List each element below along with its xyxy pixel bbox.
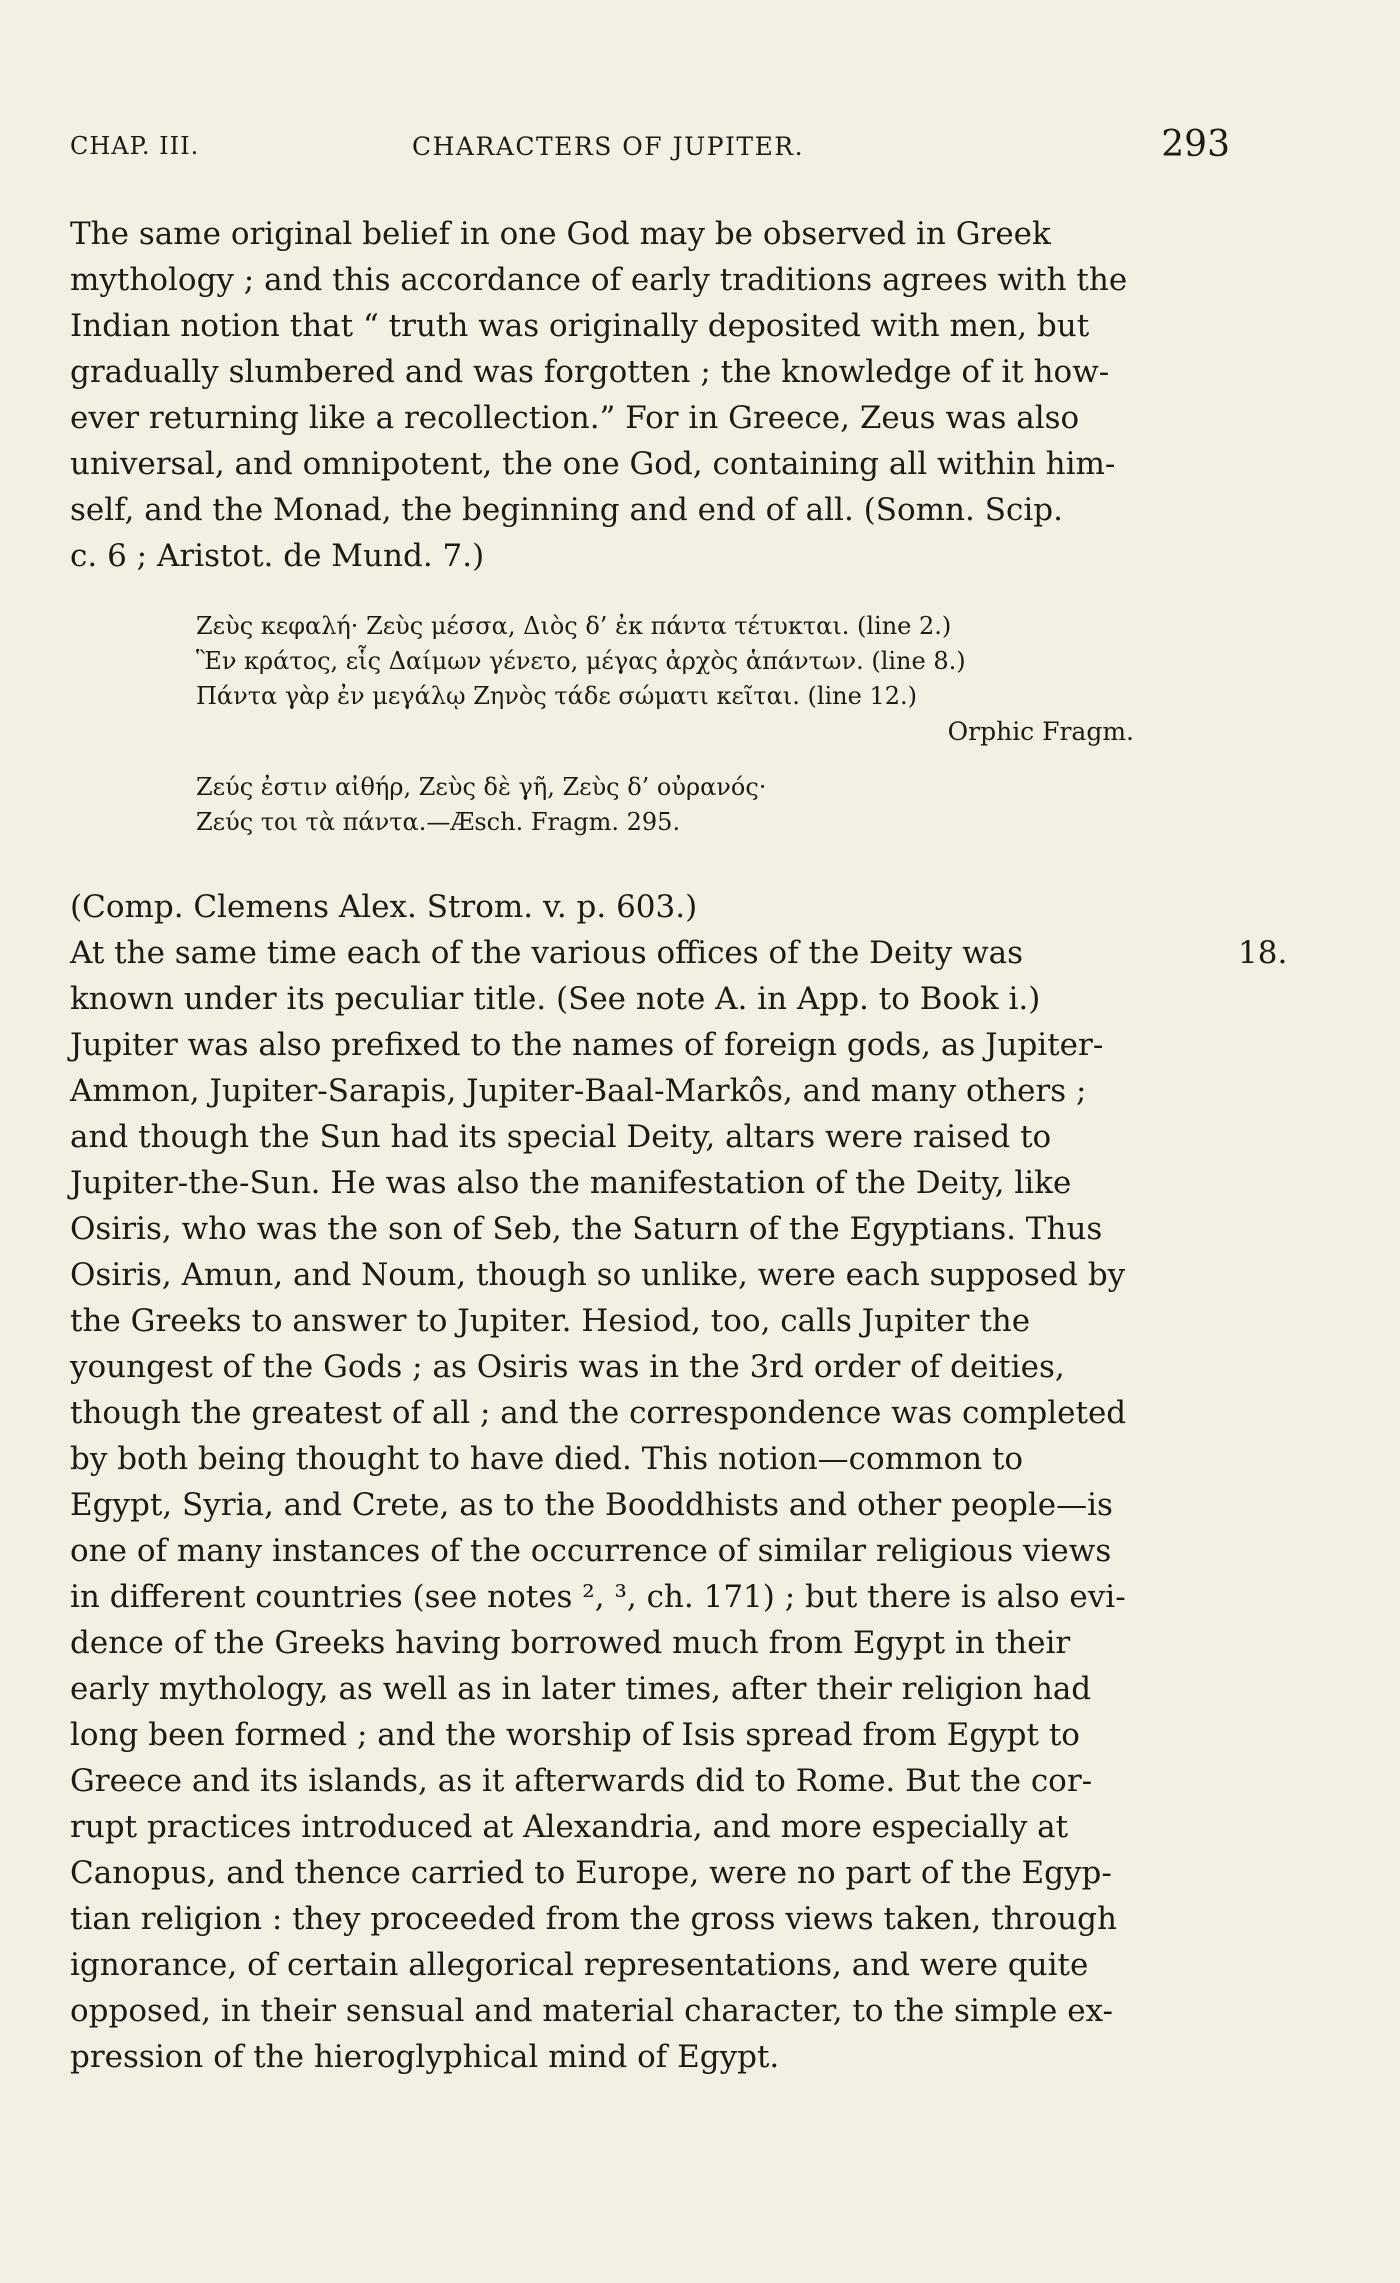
text-line: one of many instances of the occurrence of similar religious views	[70, 1533, 1112, 1569]
text-line: At the same time each of the various offices of the Deity was	[70, 935, 1024, 971]
page-number: 293	[1161, 124, 1230, 165]
text-line: though the greatest of all ; and the correspondence was completed	[70, 1395, 1127, 1431]
text-line: opposed, in their sensual and material character, to the simple ex-	[70, 1993, 1113, 2029]
text-line: The same original belief in one God may be observed in Greek	[70, 216, 1051, 252]
verse-line: Ζεύς τοι τὰ πάντα.—Æsch. Fragm. 295.	[196, 808, 681, 836]
text-line: gradually slumbered and was forgotten ; the knowledge of it how-	[70, 354, 1110, 390]
verse-line: Πάντα γὰρ ἐν μεγάλῳ Ζηνὸς τάδε σώματι κεῖται. (line 12.)	[196, 682, 917, 710]
paragraph-offices-of-deity	[70, 930, 1230, 2080]
text-line: Canopus, and thence carried to Europe, were no part of the Egyp-	[70, 1855, 1112, 1891]
text-line: the Greeks to answer to Jupiter. Hesiod, too, calls Jupiter the	[70, 1303, 1031, 1339]
verse-line: Ζεύς ἐστιν αἰθήρ, Ζεὺς δὲ γῆ, Ζεὺς δ’ οὐρανός·	[196, 773, 767, 801]
text-line: and though the Sun had its special Deity, altars were raised to	[70, 1119, 1052, 1155]
text-line: self, and the Monad, the beginning and end of all. (Somn. Scip.	[70, 492, 1063, 528]
text-line: universal, and omnipotent, the one God, containing all within him-	[70, 446, 1116, 482]
running-header	[70, 124, 1230, 170]
paragraph-greek-mythology	[70, 211, 1230, 579]
verse-line: Ἓν κράτος, εἷς Δαίμων γένετο, μέγας ἀρχὸς ἁπάντων. (line 8.)	[196, 647, 966, 675]
text-line: mythology ; and this accordance of early traditions agrees with the	[70, 262, 1128, 298]
text-line: Indian notion that “ truth was originally deposited with men, but	[70, 308, 1090, 344]
text-line: Egypt, Syria, and Crete, as to the Booddhists and other people—is	[70, 1487, 1113, 1523]
text-line: (Comp. Clemens Alex. Strom. v. p. 603.)	[70, 889, 698, 925]
text-line: Jupiter-the-Sun. He was also the manifestation of the Deity, like	[70, 1165, 1072, 1201]
text-line: by both being thought to have died. This notion—common to	[70, 1441, 1024, 1477]
text-line: dence of the Greeks having borrowed much from Egypt in their	[70, 1625, 1071, 1661]
text-line: tian religion : they proceeded from the gross views taken, through	[70, 1901, 1117, 1937]
orphic-fragment-quote	[196, 609, 1196, 749]
text-line: Jupiter was also prefixed to the names of foreign gods, as Jupiter-	[70, 1027, 1104, 1063]
text-line: known under its peculiar title. (See note A. in App. to Book i.)	[70, 981, 1041, 1017]
comparison-note	[70, 884, 1230, 930]
text-line: in different countries (see notes ², ³, ch. 171) ; but there is also evi-	[70, 1579, 1126, 1615]
text-line: pression of the hieroglyphical mind of Egypt.	[70, 2039, 780, 2075]
text-line: ever returning like a recollection.” For in Greece, Zeus was also	[70, 400, 1080, 436]
text-line: early mythology, as well as in later times, after their religion had	[70, 1671, 1092, 1707]
text-line: c. 6 ; Aristot. de Mund. 7.)	[70, 538, 485, 574]
aeschylus-fragment-quote	[196, 770, 1196, 840]
running-title: CHARACTERS OF JUPITER.	[412, 132, 805, 161]
text-line: Greece and its islands, as it afterwards did to Rome. But the cor-	[70, 1763, 1093, 1799]
text-line: Osiris, who was the son of Seb, the Saturn of the Egyptians. Thus	[70, 1211, 1103, 1247]
chapter-label: CHAP. III.	[70, 132, 200, 160]
text-line: Ammon, Jupiter-Sarapis, Jupiter-Baal-Markôs, and many others ;	[70, 1073, 1087, 1109]
text-line: rupt practices introduced at Alexandria, and more especially at	[70, 1809, 1069, 1845]
text-line: youngest of the Gods ; as Osiris was in the 3rd order of deities,	[70, 1349, 1065, 1385]
verse-line: Ζεὺς κεφαλή· Ζεὺς μέσσα, Διὸς δ’ ἐκ πάντα τέτυκται. (line 2.)	[196, 612, 952, 640]
text-line: long been formed ; and the worship of Isis spread from Egypt to	[70, 1717, 1080, 1753]
orphic-source: Orphic Fragm.	[947, 717, 1134, 746]
text-line: Osiris, Amun, and Noum, though so unlike, were each supposed by	[70, 1257, 1126, 1293]
text-line: ignorance, of certain allegorical representations, and were quite	[70, 1947, 1089, 1983]
margin-section-number: 18.	[1238, 935, 1288, 971]
